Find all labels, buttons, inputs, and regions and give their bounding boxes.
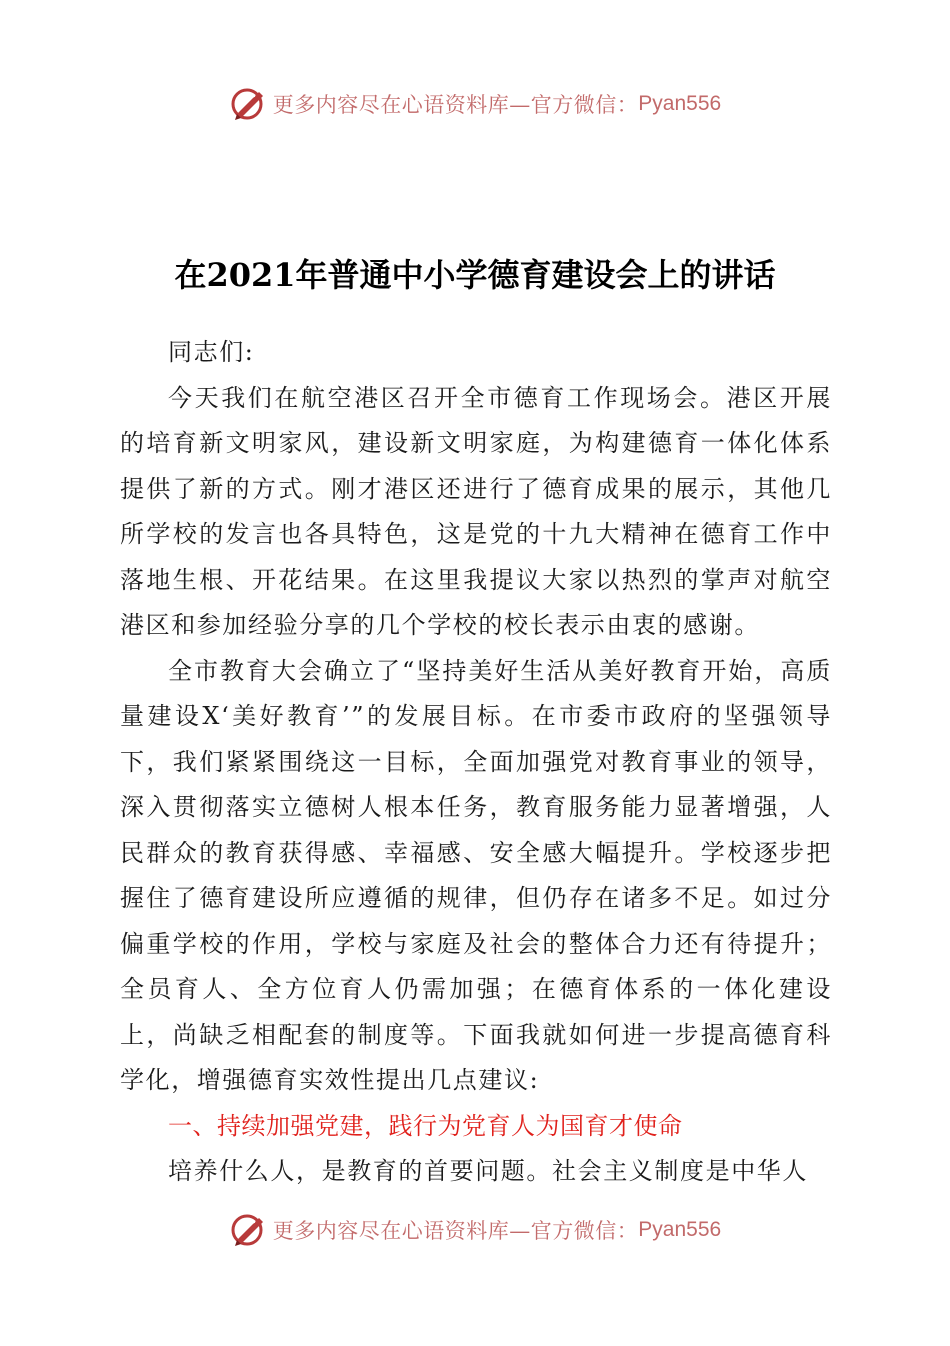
salutation: 同志们:	[168, 338, 255, 366]
paragraph-1: 今天我们在航空港区召开全市德育工作现场会。港区开展的培育新文明家风，建设新文明家庭，为构建德育一体化体系提供了新的方式。刚才港区还进行了德育成果的展示，其他几所学校的发言也各具特色，这是党的十九大精神在德育工作中落地生根、开花结果。在这里我提议大家以热烈的掌声对航空港区和参加经验分享的几个学校的校长表示由衷的感谢。	[120, 383, 832, 639]
section-heading: 一、持续加强党建，践行为党育人为国育才使命	[168, 1111, 683, 1140]
paragraph-2: 全市教育大会确立了“坚持美好生活从美好教育开始，高质量建设X‘美好教育’”的发展目标。在市委市政府的坚强领导下，我们紧紧围绕这一目标，全面加强党对教育事业的领导，深入贯彻落实立德树人根本任务，教育服务能力显著增强，人民群众的教育获得感、幸福感、安全感大幅提升。学校逐步把握住了德育建设所应遵循的规律，但仍存在诸多不足。如过分偏重学校的作用，学校与家庭及社会的整体合力还有待提升；全员育人、全方位育人仍需加强；在德育体系的一体化建设上，尚缺乏相配套的制度等。下面我就如何进一步提高德育科学化，增强德育实效性提出几点建议:	[120, 656, 832, 1094]
banner-brand-text: 更多内容尽在心语资料库	[272, 1219, 510, 1243]
paragraph-3: 培养什么人，是教育的首要问题。社会主义制度是中华人	[168, 1157, 808, 1185]
banner-account: Pyan556	[638, 1218, 722, 1241]
document-body	[120, 330, 832, 1195]
document-title: 在2021年普通中小学德育建设会上的讲话	[174, 256, 776, 294]
footer-watermark-banner	[0, 1208, 950, 1252]
header-watermark-banner	[0, 82, 950, 126]
banner-account: Pyan556	[638, 92, 722, 115]
banner-brand-text: 更多内容尽在心语资料库	[272, 93, 510, 117]
banner-official-text: —官方微信：	[509, 93, 639, 117]
pen-logo-icon	[229, 1210, 269, 1250]
pen-logo-icon	[229, 84, 269, 124]
banner-official-text: —官方微信：	[509, 1219, 639, 1243]
